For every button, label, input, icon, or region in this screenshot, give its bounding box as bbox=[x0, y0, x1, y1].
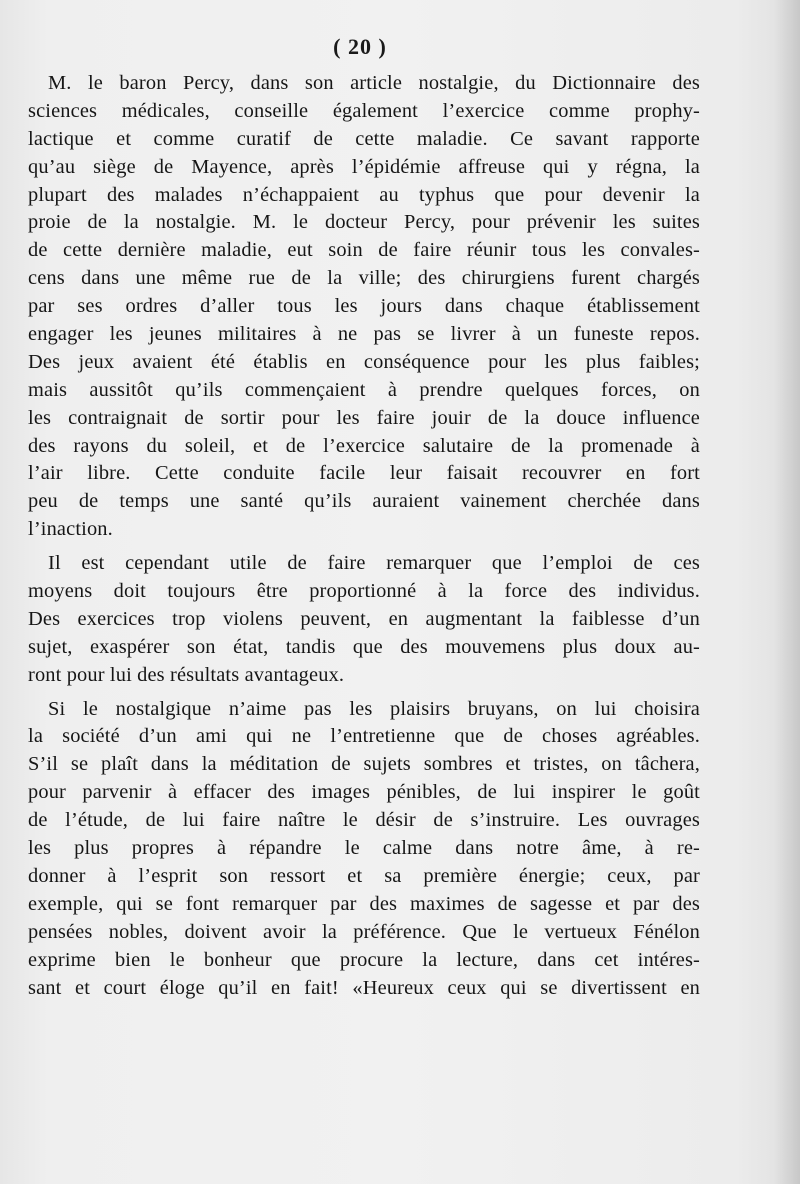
text-line: sciences médicales, conseille également l’exercice comme prophy- bbox=[28, 99, 700, 122]
paragraph-3 bbox=[28, 696, 700, 1003]
text-line: pour parvenir à effacer des images pénibles, de lui inspirer le goût bbox=[28, 781, 700, 804]
text-line: les plus propres à répandre le calme dans notre âme, à re- bbox=[28, 837, 700, 860]
text-line: par ses ordres d’aller tous les jours dans chaque établissement bbox=[28, 295, 700, 318]
text-line: cens dans une même rue de la ville; des chirurgiens furent chargés bbox=[28, 267, 700, 290]
text-line: qu’au siège de Mayence, après l’épidémie affreuse qui y régna, la bbox=[28, 155, 700, 178]
text-line: S’il se plaît dans la méditation de sujets sombres et tristes, on tâchera, bbox=[28, 753, 700, 776]
text-line: lactique et comme curatif de cette maladie. Ce savant rapporte bbox=[28, 127, 700, 150]
text-line: exemple, qui se font remarquer par des maximes de sagesse et par des bbox=[28, 892, 700, 915]
text-line: Des jeux avaient été établis en conséquence pour les plus faibles; bbox=[28, 350, 700, 373]
page-number: ( 20 ) bbox=[333, 34, 387, 59]
text-line: de l’étude, de lui faire naître le désir de s’instruire. Les ouvrages bbox=[28, 809, 700, 832]
text-line: M. le baron Percy, dans son article nostalgie, du Dictionnaire des bbox=[48, 72, 700, 94]
text-line: la société d’un ami qui ne l’entretienne que de choses agréables. bbox=[28, 725, 700, 748]
body-text bbox=[28, 70, 700, 1002]
text-line: l’air libre. Cette conduite facile leur faisait recouvrer en fort bbox=[28, 462, 700, 485]
text-line: engager les jeunes militaires à ne pas se livrer à un funeste repos. bbox=[28, 323, 700, 346]
text-line: les contraignait de sortir pour les faire jouir de la douce influence bbox=[28, 406, 700, 429]
text-line: moyens doit toujours être proportionné à la force des individus. bbox=[28, 580, 700, 603]
text-line: pensées nobles, doivent avoir la préférence. Que le vertueux Fénélon bbox=[28, 920, 700, 943]
text-line: de cette dernière maladie, eut soin de faire réunir tous les convales- bbox=[28, 239, 700, 262]
text-line: plupart des malades n’échappaient au typhus que pour devenir la bbox=[28, 183, 700, 206]
text-line: peu de temps une santé qu’ils auraient vainement cherchée dans bbox=[28, 490, 700, 513]
text-line: exprime bien le bonheur que procure la lecture, dans cet intéres- bbox=[28, 948, 700, 971]
text-line: proie de la nostalgie. M. le docteur Percy, pour prévenir les suites bbox=[28, 211, 700, 234]
text-line: mais aussitôt qu’ils commençaient à prendre quelques forces, on bbox=[28, 378, 700, 401]
paragraph-2 bbox=[28, 550, 700, 689]
text-line: Si le nostalgique n’aime pas les plaisirs bruyans, on lui choisira bbox=[48, 697, 700, 720]
text-line: Des exercices trop violens peuvent, en augmentant la faiblesse d’un bbox=[28, 607, 700, 630]
page-edge-shadow bbox=[774, 0, 800, 1184]
text-line: sujet, exaspérer son état, tandis que des mouvemens plus doux au- bbox=[28, 635, 700, 658]
text-line: donner à l’esprit son ressort et sa première énergie; ceux, par bbox=[28, 864, 700, 887]
text-line: Il est cependant utile de faire remarquer que l’emploi de ces bbox=[48, 552, 700, 575]
paragraph-1 bbox=[28, 70, 700, 544]
text-line: sant et court éloge qu’il en fait! «Heureux ceux qui se divertissent en bbox=[28, 976, 700, 999]
text-line: l’inaction. bbox=[28, 518, 113, 541]
text-line: ront pour lui des résultats avantageux. bbox=[28, 663, 345, 686]
text-line: des rayons du soleil, et de l’exercice salutaire de la promenade à bbox=[28, 434, 700, 457]
